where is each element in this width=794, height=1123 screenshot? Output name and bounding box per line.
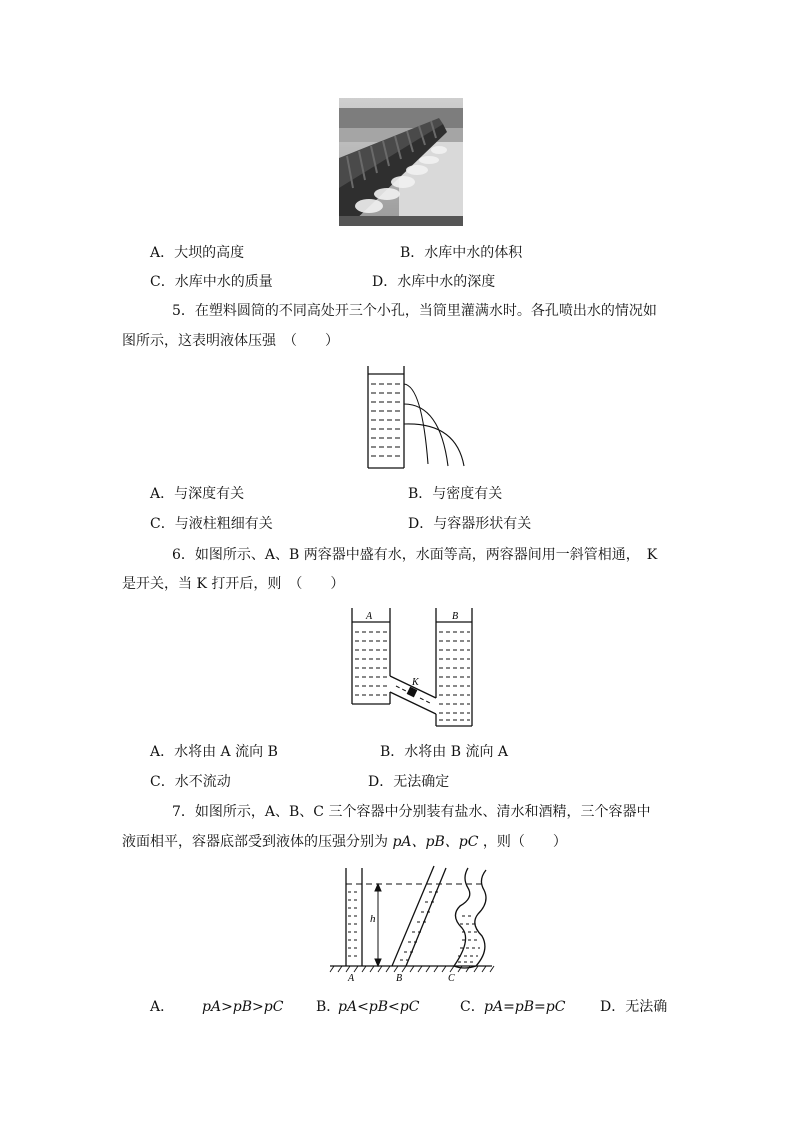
q7-option-a-expr: pA>pB>pC — [202, 999, 284, 1015]
q4-option-c: C．水库中水的质量 — [150, 274, 273, 290]
q5-stem-line2: 图所示，这表明液体压强 （ ） — [122, 333, 339, 349]
q6-option-a: A．水将由 A 流向 B — [150, 744, 278, 760]
q7-option-c-expr: pA=pB=pC — [484, 999, 566, 1015]
q5-cylinder-figure — [360, 360, 470, 472]
q7-three-containers-figure — [326, 862, 496, 982]
q6-label-b: B — [452, 611, 459, 622]
q5-option-d: D．与容器形状有关 — [408, 516, 532, 532]
q7-label-c: C — [448, 973, 455, 982]
q7-option-c-label: C． — [460, 999, 485, 1015]
q7-option-b-label: B． — [316, 999, 341, 1015]
q7-stem-line2 — [122, 833, 567, 851]
q5-option-c: C．与液柱粗细有关 — [150, 516, 273, 532]
q6-stem-line1: 6．如图所示、A、B 两容器中盛有水，水面等高，两容器间用一斜管相通， K — [172, 547, 658, 563]
q5-stem-line1: 5．在塑料圆筒的不同高处开三个小孔，当筒里灌满水时。各孔喷出水的情况如 — [172, 303, 657, 319]
q4-option-b: B．水库中水的体积 — [400, 245, 523, 261]
q7-option-b-expr: pA<pB<pC — [338, 999, 420, 1015]
q6-label-a: A — [366, 611, 373, 622]
q6-option-d: D．无法确定 — [368, 774, 450, 790]
q7-stem-suffix: ，则（ ） — [482, 834, 567, 850]
q7-stem-prefix: 液面相平，容器底部受到液体的压强分别为 — [122, 834, 388, 850]
q6-stem-line2: 是开关，当 K 打开后，则 （ ） — [122, 576, 345, 592]
q6-option-c: C．水不流动 — [150, 774, 231, 790]
q7-stem-vars: pA、pB、pC — [392, 834, 479, 850]
q4-option-a: A．大坝的高度 — [150, 245, 245, 261]
q7-option-d: D．无法确 — [600, 999, 668, 1015]
q6-option-b: B．水将由 B 流向 A — [380, 744, 509, 760]
q7-label-a: A — [348, 973, 355, 982]
q7-label-h: h — [370, 913, 376, 925]
q5-option-b: B．与密度有关 — [408, 486, 503, 502]
q5-option-a: A．与深度有关 — [150, 486, 245, 502]
q7-stem-line1: 7．如图所示，A、B、C 三个容器中分别装有盐水、清水和酒精，三个容器中 — [172, 804, 651, 820]
q7-option-a-label: A． — [150, 999, 175, 1015]
q4-option-d: D．水库中水的深度 — [372, 274, 496, 290]
dam-photo — [339, 98, 463, 226]
q6-connected-containers-figure — [344, 606, 476, 730]
q7-label-b: B — [396, 973, 403, 982]
q6-label-k: K — [412, 677, 419, 688]
